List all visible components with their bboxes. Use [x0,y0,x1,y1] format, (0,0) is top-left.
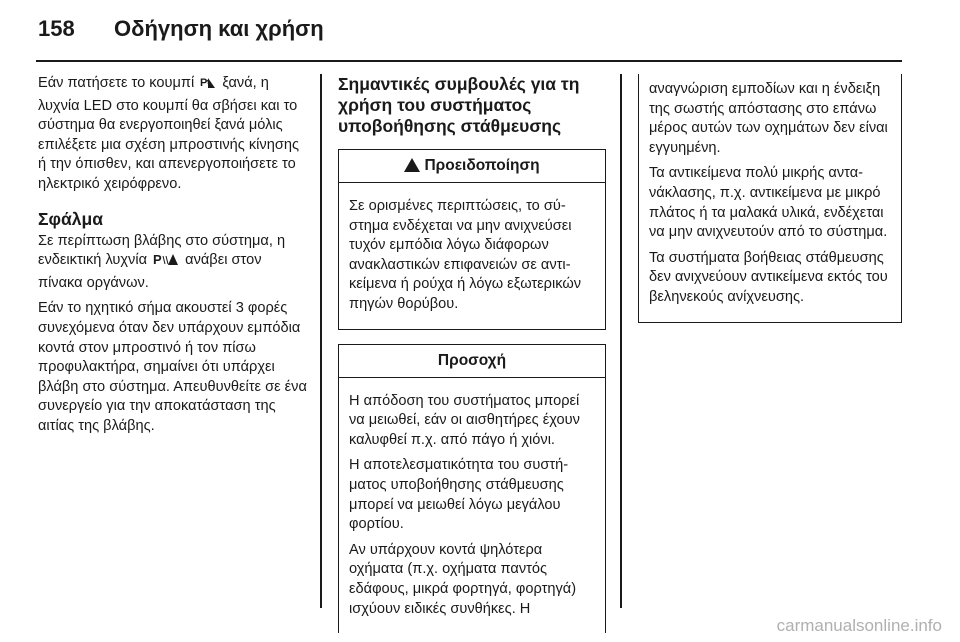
continued-paragraph-1: αναγνώριση εμποδίων και η ένδειξη της σωστής απόστασης στο επάνω μέρος αυτών των οχημάτων δεν είναι εγγυημένη. [649,81,888,156]
warning-box [338,149,606,330]
caution-paragraph-3: Αν υπάρχουν κοντά ψηλότερα οχήματα (π.χ. οχήματα παντός εδάφους, μικρά φορτηγά, φορτηγά) ισχύουν ειδικές συνθήκες. Η [349,541,577,617]
parking-assist-warning-icon [153,252,179,274]
intro-paragraph: Εάν πατήσετε το κουμπί P ξανά, η λυχνία LED στο κουμπί θα σβήσει και το σύστημα θα ενεργοποιηθεί ξανά μόλις επιλέξετε μια σχέση μπροστινής κίνησης ή την όπισθεν, και απενεργοποιήσετε το ηλεκτρικό χειρόφρενο. [38,75,299,192]
warning-text: Σε ορισμένες περιπτώσεις, το σύστημα ενδέχεται να μην ανιχνεύσει τυχόν εμπόδια λόγω διάφορων ανακλαστικών επιφανειών σε αντικείμενα ή ρούχα ή λόγω εξωτερικών πηγών θορύβου. [349,198,582,312]
column-2 [338,74,606,633]
column-divider-2 [620,74,622,608]
warning-box-header [339,150,605,183]
caution-box-body [339,378,605,634]
page-number: 158 [38,16,75,41]
continued-paragraph-3: Τα συστήματα βοήθειας στάθμευσης δεν ανιχνεύουν αντικείμενα εκτός του βεληνεκούς ανίχνευσης. [649,249,888,305]
warning-triangle-icon [404,158,420,172]
warning-box-body [339,183,605,329]
caution-box [338,344,606,634]
caution-title: Προσοχή [339,345,605,378]
caution-box-continued [638,74,902,323]
column-1 [38,74,310,443]
fault-paragraph-2: Εάν το ηχητικό σήμα ακουστεί 3 φορές συνεχόμενα όταν δεν υπάρχουν εμπόδια κοντά στον μπροστινό ή τον πίσω προφυλακτήρα, σημαίνει ότι υπάρχει βλάβη στο σύστημα. Απευθυνθείτε σε ένα συνεργείο για την αποκατάσταση της αιτίας της βλάβης. [38,300,307,434]
watermark: carmanualsonline.info [776,616,942,635]
tips-heading: Σημαντικές συμβουλές για τη χρήση του συστήματος υποβοήθησης στάθμευσης [338,74,580,136]
caution-paragraph-2: Η αποτελεσματικότητα του συστήματος υποβοήθησης στάθμευσης μπορεί να μειωθεί λόγω μεγάλου φορτίου. [349,457,569,533]
page-title: Οδήγηση και χρήση [114,16,324,41]
svg-text:P: P [200,77,208,89]
caution-continued-body [639,74,901,322]
page-header [0,0,960,62]
column-divider-1 [320,74,322,608]
column-3 [638,74,902,323]
continued-paragraph-2: Τα αντικείμενα πολύ μικρής αντανάκλασης, π.χ. αντικείμενα με μικρό πλάτος ή τα μαλακά υλικά, ενδέχεται να μην ανιχνευτούν από το σύστημα. [649,165,888,241]
caution-paragraph-1: Η απόδοση του συστήματος μπορεί να μειωθεί, εάν οι αισθητήρες έχουν καλυφθεί π.χ. από πάγο ή χιόνι. [349,392,580,448]
header-divider [36,60,902,62]
fault-heading: Σφάλμα [38,208,103,229]
fault-paragraph-1: Σε περίπτωση βλάβης στο σύστημα, η ενδεικτική λυχνία P ανάβει στον πίνακα οργάνων. [38,232,286,291]
svg-text:P: P [153,252,162,268]
warning-title: Προειδοποίηση [424,157,540,174]
parking-assist-button-icon [200,75,216,97]
